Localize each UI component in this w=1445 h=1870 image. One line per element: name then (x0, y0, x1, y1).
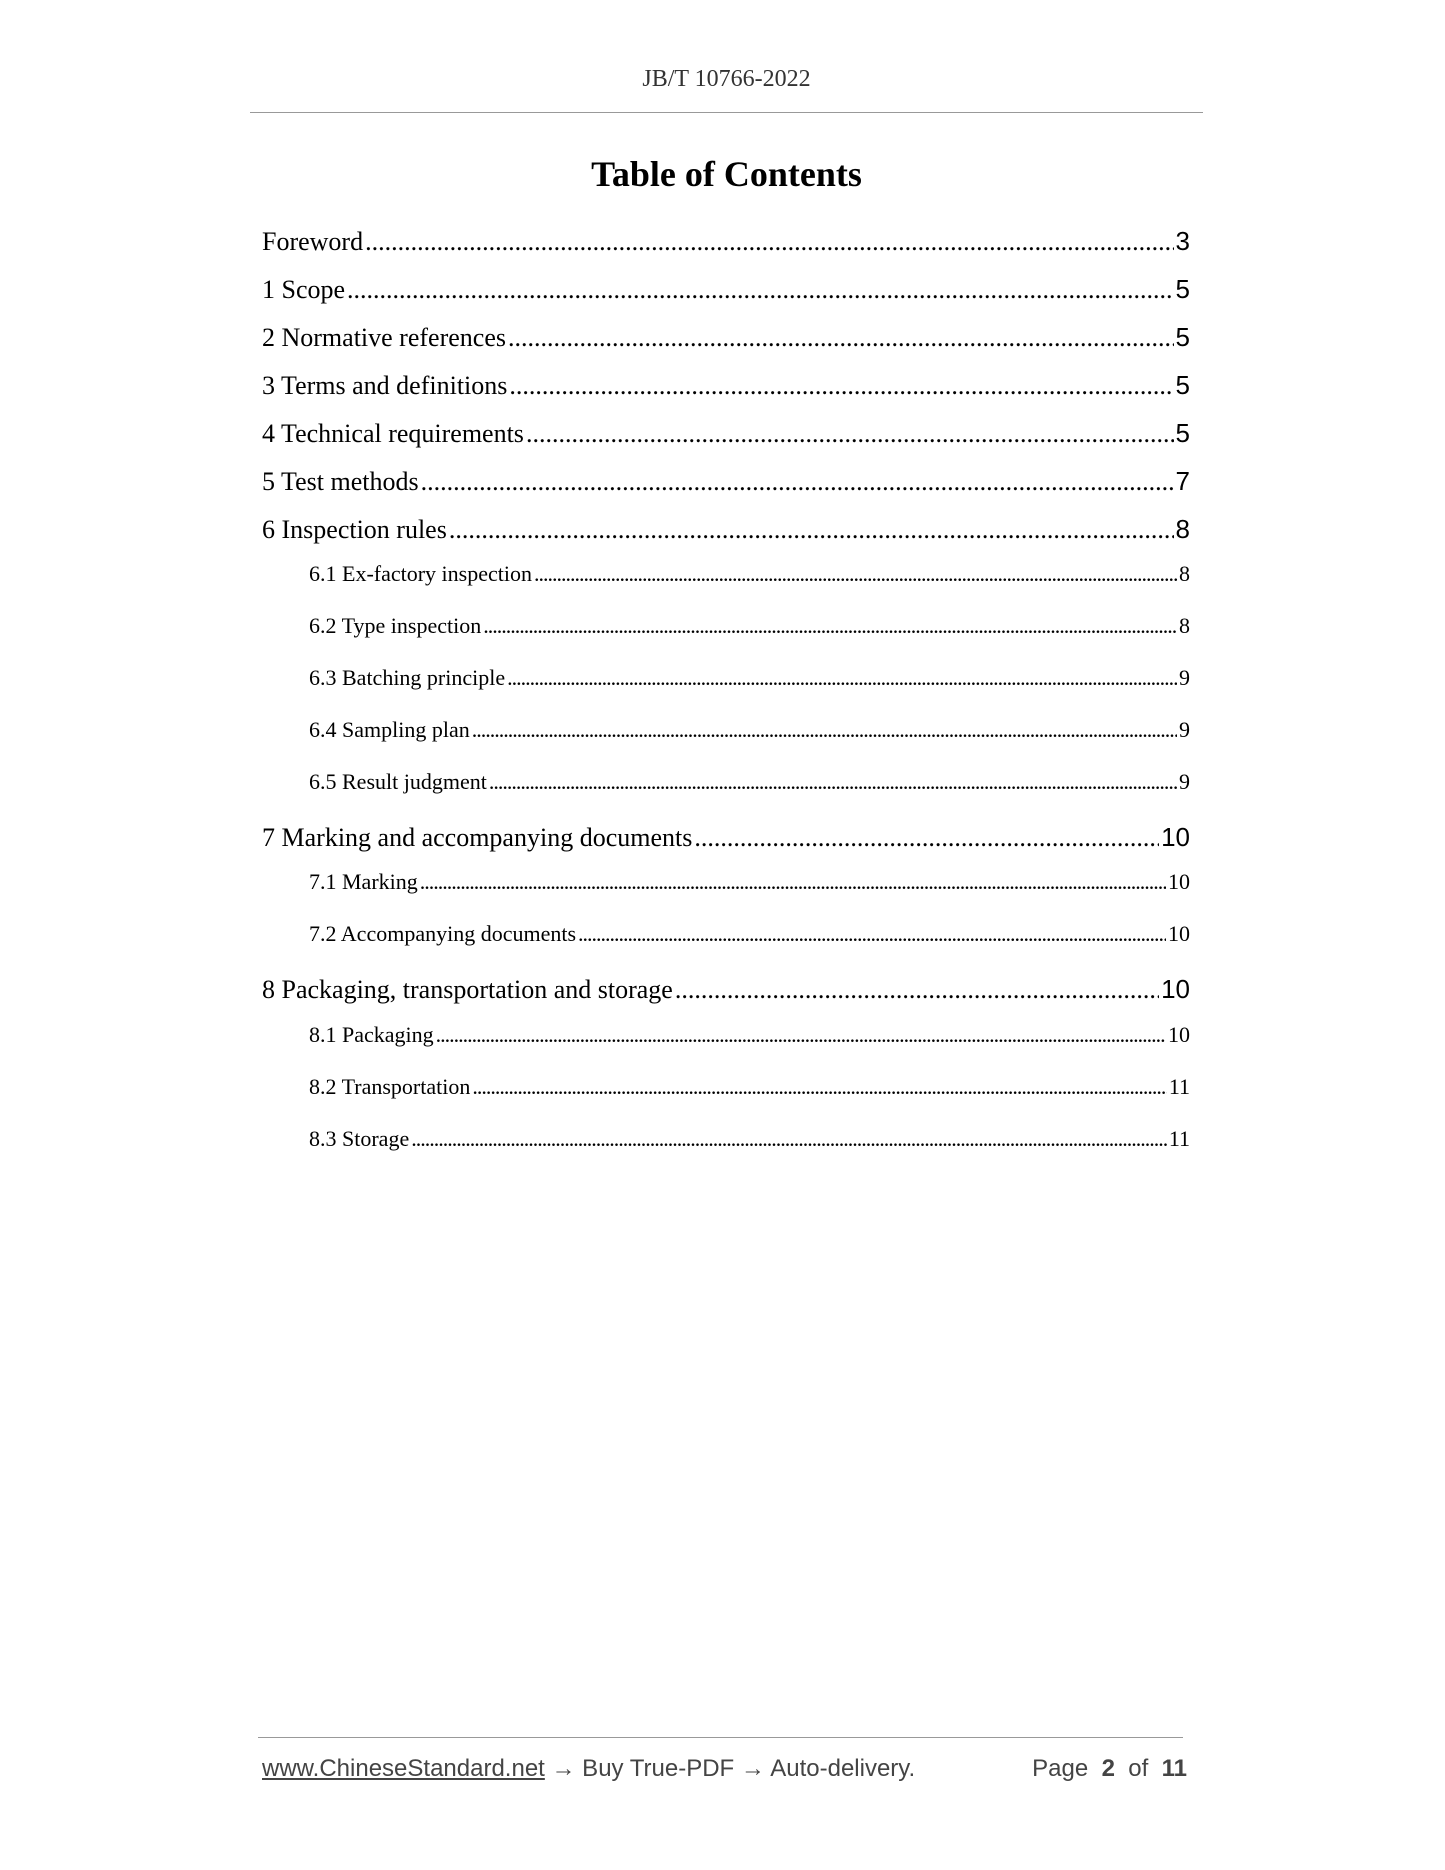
toc-entry-label: 8.1 Packaging (309, 1022, 434, 1047)
toc-entry-label: Foreword (262, 227, 364, 256)
toc-entry-page: 10 (1168, 869, 1190, 894)
toc-entry-page: 5 (1175, 322, 1190, 352)
toc-entry[interactable] (262, 370, 1190, 404)
current-page-number: 2 (1101, 1755, 1115, 1782)
toc-entry-label: 7 Marking and accompanying documents (262, 823, 693, 852)
toc-entry-label: 6.3 Batching principle (309, 665, 506, 690)
toc-entry-page: 11 (1168, 1126, 1190, 1151)
toc-entry[interactable] (262, 974, 1190, 1008)
of-word: of (1128, 1755, 1149, 1782)
toc-subentry[interactable] (309, 717, 1190, 745)
toc-entry-label: 2 Normative references (262, 323, 506, 352)
page-indicator (1032, 1755, 1187, 1783)
toc-entry-page: 5 (1175, 418, 1190, 448)
toc-entry-page: 11 (1168, 1074, 1190, 1099)
toc-entry[interactable] (262, 822, 1190, 856)
page-word: Page (1032, 1755, 1089, 1782)
toc-entry-label: 8.2 Transportation (309, 1074, 471, 1099)
toc-entry[interactable] (262, 514, 1190, 548)
toc-subentry[interactable] (309, 1022, 1190, 1050)
toc-entry-label: 6 Inspection rules (262, 515, 447, 544)
toc-entry-page: 8 (1179, 561, 1190, 586)
toc-entry-page: 8 (1175, 514, 1190, 544)
toc-entry-label: 6.5 Result judgment (309, 769, 487, 794)
toc-dot-leader (483, 613, 1177, 639)
toc-entry-label: 7.2 Accompanying documents (309, 921, 577, 946)
toc-entry-page: 10 (1168, 921, 1190, 946)
toc-subentry[interactable] (309, 1074, 1190, 1102)
toc-entry-label: 8 Packaging, transportation and storage (262, 975, 673, 1004)
toc-subentry[interactable] (309, 665, 1190, 693)
toc-entry-page: 9 (1179, 717, 1190, 742)
total-pages-number: 11 (1161, 1755, 1187, 1782)
toc-entry[interactable] (262, 226, 1190, 260)
toc-dot-leader (534, 561, 1177, 587)
toc-entry-label: 6.1 Ex-factory inspection (309, 561, 532, 586)
toc-dot-leader (675, 975, 1159, 1005)
toc-dot-leader (365, 227, 1173, 257)
toc-entry-page: 9 (1179, 665, 1190, 690)
toc-dot-leader (526, 419, 1174, 449)
toc-entry-page: 10 (1161, 974, 1190, 1004)
toc-entry-label: 8.3 Storage (309, 1126, 410, 1151)
toc-entry-label: 6.2 Type inspection (309, 613, 482, 638)
toc-dot-leader (694, 823, 1159, 853)
toc-dot-leader (472, 717, 1177, 743)
toc-dot-leader (507, 665, 1177, 691)
toc-dot-leader (578, 921, 1166, 947)
toc-dot-leader (347, 275, 1173, 305)
toc-subentry[interactable] (309, 769, 1190, 797)
toc-subentry[interactable] (309, 1126, 1190, 1154)
toc-dot-leader (508, 323, 1174, 353)
toc-subentry[interactable] (309, 613, 1190, 641)
toc-entry-page: 10 (1168, 1022, 1190, 1047)
toc-dot-leader (411, 1126, 1167, 1152)
toc-dot-leader (509, 371, 1173, 401)
toc-entry-page: 5 (1175, 370, 1190, 400)
toc-entry-label: 3 Terms and definitions (262, 371, 508, 400)
toc-entry-page: 5 (1175, 274, 1190, 304)
toc-subentry[interactable] (309, 921, 1190, 949)
page-title: Table of Contents (591, 154, 862, 194)
toc-entry-page: 3 (1175, 226, 1190, 256)
toc-dot-leader (489, 769, 1177, 795)
toc-entry-page: 9 (1179, 769, 1190, 794)
toc-entry-page: 7 (1175, 466, 1190, 496)
toc-dot-leader (449, 515, 1174, 545)
toc-entry-label: 1 Scope (262, 275, 346, 304)
footer-divider (258, 1737, 1183, 1738)
header-divider (250, 112, 1203, 113)
toc-entry-label: 5 Test methods (262, 467, 419, 496)
toc-entry[interactable] (262, 418, 1190, 452)
toc-dot-leader (472, 1074, 1166, 1100)
toc-entry-label: 7.1 Marking (309, 869, 418, 894)
toc-dot-leader (421, 467, 1174, 497)
toc-entry-page: 8 (1179, 613, 1190, 638)
toc-entry[interactable] (262, 274, 1190, 308)
page-footer (262, 1755, 1187, 1783)
footer-promo (262, 1755, 915, 1783)
toc-entry-label: 6.4 Sampling plan (309, 717, 470, 742)
website-link[interactable]: www.ChineseStandard.net (262, 1755, 545, 1782)
toc-entry-label: 4 Technical requirements (262, 419, 524, 448)
footer-tagline: → Buy True-PDF → Auto-delivery. (544, 1755, 916, 1782)
toc-dot-leader (420, 869, 1166, 895)
toc-subentry[interactable] (309, 869, 1190, 897)
toc-dot-leader (436, 1022, 1166, 1048)
toc-subentry[interactable] (309, 561, 1190, 589)
document-code: JB/T 10766-2022 (642, 66, 811, 92)
toc-entry[interactable] (262, 322, 1190, 356)
toc-entry-page: 10 (1161, 822, 1190, 852)
toc-entry[interactable] (262, 466, 1190, 500)
